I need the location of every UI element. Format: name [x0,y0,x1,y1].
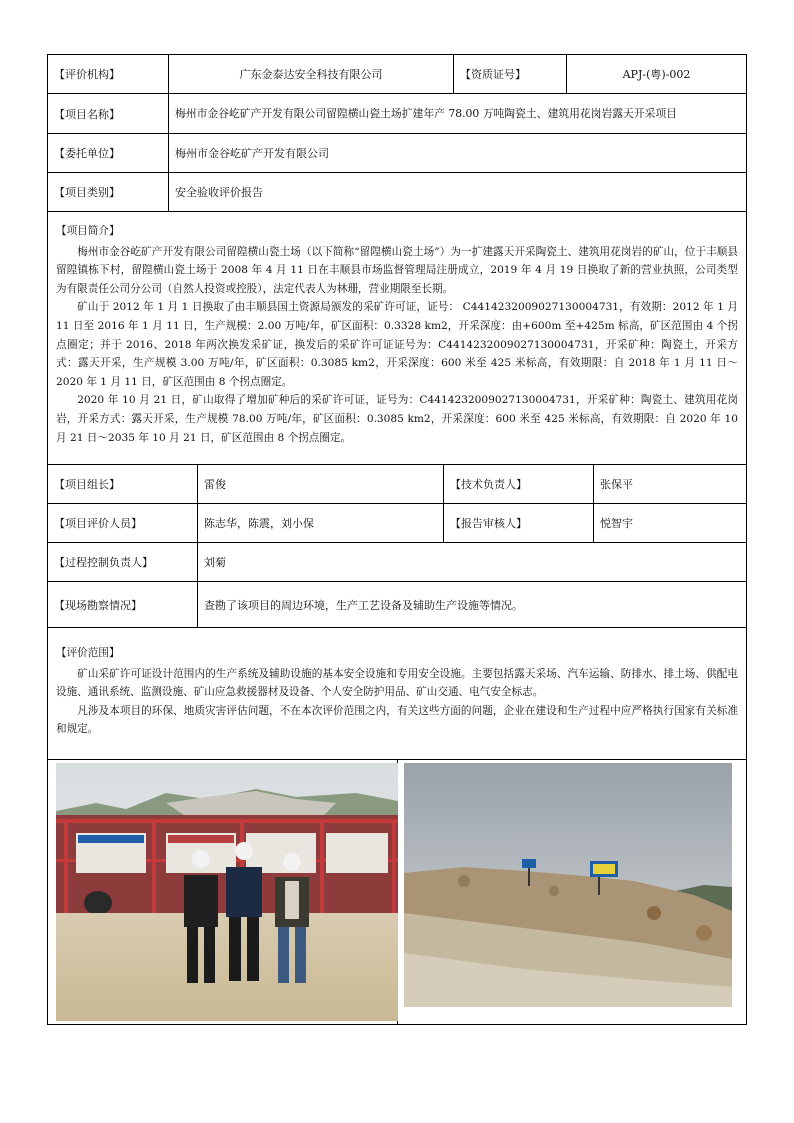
mine-slope-photo-icon [404,763,732,1007]
project-name-label: 【项目名称】 [48,94,169,133]
process-row [48,543,746,582]
site-label: 【现场勘察情况】 [48,582,198,627]
intro-paragraph: 矿山于 2012 年 1 月 1 日换取了由丰顺县国土资源局颁发的采矿许可证，证号： C4414232009027130004731，有效期：2012 年 1 月 11 日至 2016 年 1 月 11 日，生产规模：2.00 万吨/年，矿区面积：0.3328 km2，开采深度：由+600m 至+425m 标高，矿区范围由 4 个拐点圈定；并于 2016、2018 年两次换发采矿证，换发后的采矿许可证证号为：C4414232009027130004731，开采矿种：陶瓷土，开采方式：露天开采，生产规模 3.00 万吨/年，矿区面积：0.3085 km2，开采深度：600 米至 425 米标高，有效期限：自 2018 年 1 月 11 日～2020 年 1 月 11 日，矿区范围由 8 个拐点圈定。 [56,301,738,388]
members-label: 【项目评价人员】 [48,504,198,542]
site-value: 查勘了该项目的周边环境，生产工艺设备及辅助生产设施等情况。 [204,598,523,612]
client-value: 梅州市金谷屹矿产开发有限公司 [175,147,329,160]
intro-paragraph: 2020 年 10 月 21 日，矿山取得了增加矿种后的采矿许可证，证号为：C4414232009027130004731，开采矿种：陶瓷土、建筑用花岗岩，开采方式：露天开采，生产规模 78.00 万吨/年，矿区面积：0.3085 km2，开采深度：600 米至 425 米标高，有效期限：自 2020 年 10 月 21 日～2035 年 10 月 21 日，矿区范围由 8 个拐点圈定。 [56,394,738,444]
members-row [48,504,746,543]
site-row [48,582,746,628]
photo-row [48,760,746,1024]
leader-row [48,465,746,504]
project-name-value: 梅州市金谷屹矿产开发有限公司留隍横山瓷土场扩建年产 78.00 万吨陶瓷土、建筑用花岗岩露天开采项目 [175,107,678,120]
reviewer-label: 【报告审核人】 [444,504,594,542]
tech-lead-label: 【技术负责人】 [444,465,594,503]
members-value: 陈志华，陈震，刘小保 [198,504,444,542]
project-type-row [48,173,746,212]
scope-heading: 【评价范围】 [56,647,120,659]
scope-paragraph: 凡涉及本项目的环保、地质灾害评估问题，不在本次评价范围之内，有关这些方面的问题，企业在建设和生产过程中应严格执行国家有关标准和规定。 [56,704,738,736]
site-team-photo-icon [56,763,398,1021]
project-type-label: 【项目类别】 [48,173,169,211]
intro-paragraph: 梅州市金谷屹矿产开发有限公司留隍横山瓷土场（以下简称“留隍横山瓷土场”）为一扩建露天开采陶瓷土、建筑用花岗岩的矿山，位于丰顺县留隍镇栋下村，留隍横山瓷土场于 2008 年 4 月 11 日在丰顺县市场监督管理局注册成立，2019 年 4 月 19 日换取了新的营业执照，公司类型为有限责任公司分公司（自然人投资或控股），法定代表人为林珊，营业期限至长期。 [56,245,738,295]
reviewer-value: 悦智宇 [600,517,633,530]
leader-value: 雷俊 [198,465,444,503]
project-intro [48,212,746,465]
evaluation-scope [48,628,746,760]
process-value: 刘菊 [204,556,226,569]
org-label: 【评价机构】 [48,55,169,93]
client-label: 【委托单位】 [48,134,169,172]
org-row [48,55,746,94]
client-row [48,134,746,173]
process-label: 【过程控制负责人】 [48,543,198,581]
cert-value: APJ-(粤)-002 [622,68,691,81]
site-team-photo-cell [48,760,398,1024]
scope-paragraph: 矿山采矿许可证设计范围内的生产系统及辅助设施的基本安全设施和专用安全设施。主要包括露天采场、汽车运输、防排水、排土场、供配电设施、通讯系统、监测设施、矿山应急救援器材及设备、个人安全防护用品、矿山交通、电气安全标志。 [56,667,738,699]
evaluation-info-sheet [47,54,747,1025]
intro-heading: 【项目简介】 [56,225,120,237]
tech-lead-value: 张保平 [600,478,633,491]
project-type-value: 安全验收评价报告 [175,186,263,199]
cert-label: 【资质证号】 [454,55,567,93]
mine-slope-photo-cell [398,760,747,1024]
org-value: 广东金泰达安全科技有限公司 [169,55,454,93]
leader-label: 【项目组长】 [48,465,198,503]
project-name-row [48,94,746,134]
